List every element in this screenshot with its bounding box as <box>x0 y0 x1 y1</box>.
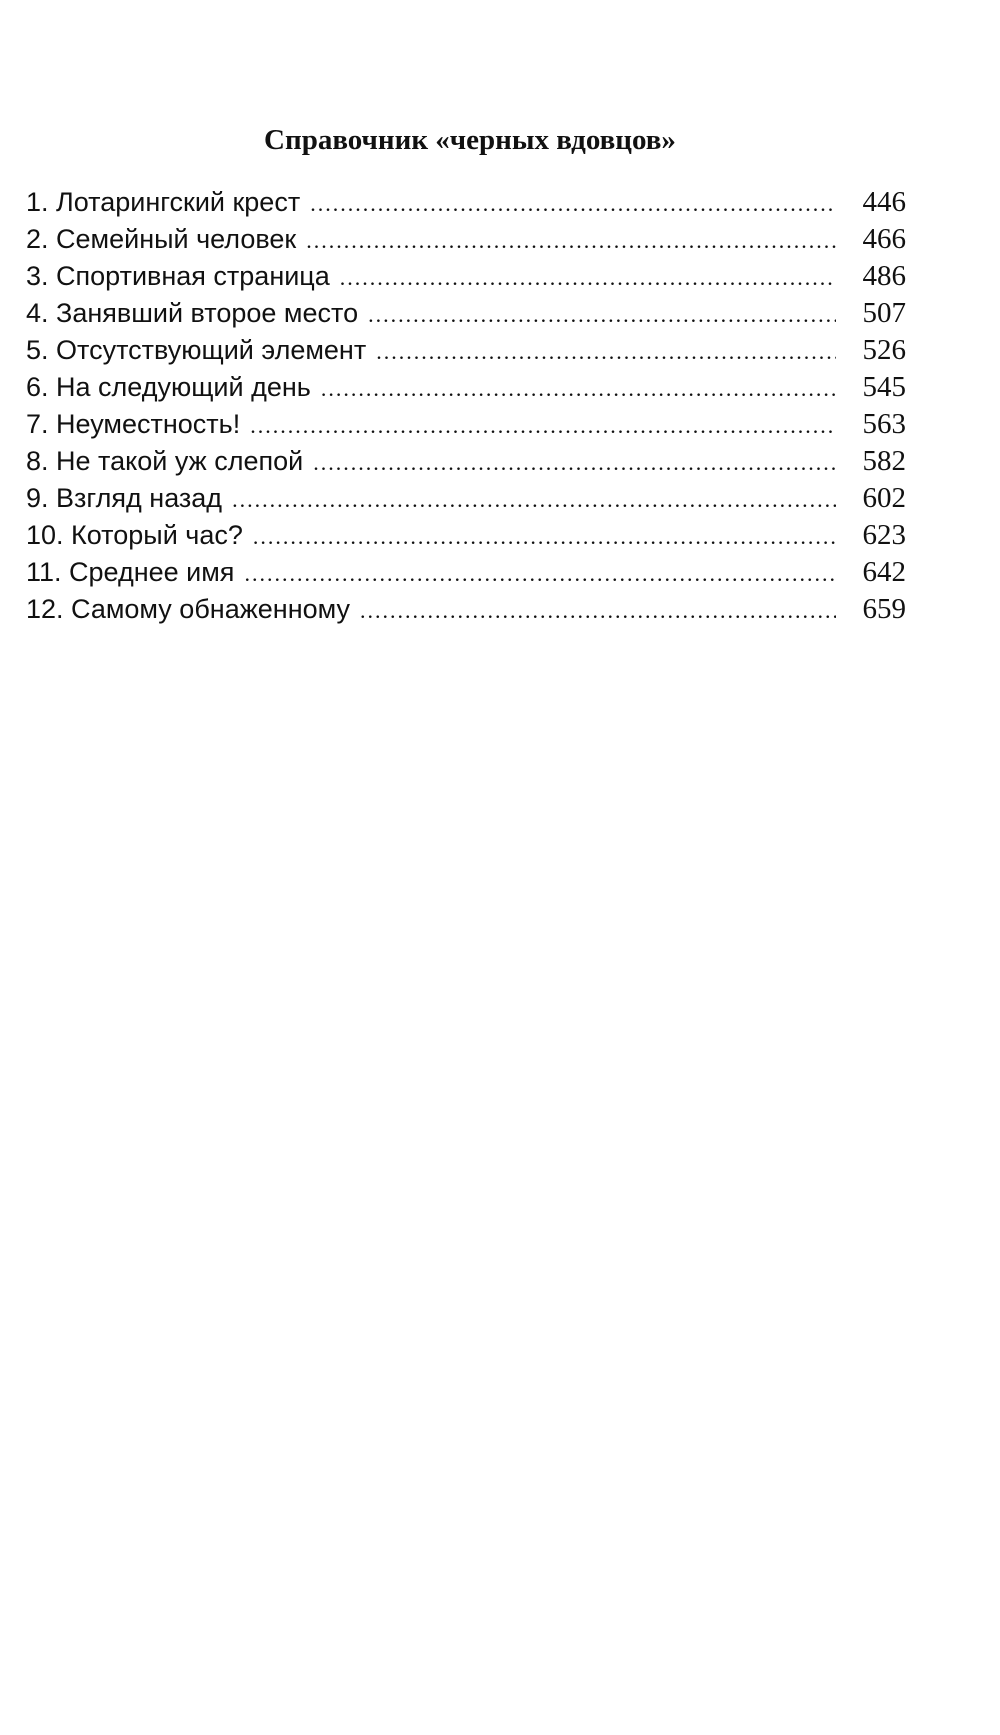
dot-leader <box>306 222 836 259</box>
toc-entry-title: 12. Самому обнаженному <box>26 594 350 624</box>
toc-entry-page: 563 <box>862 408 906 440</box>
toc-entry-page: 582 <box>862 445 906 477</box>
toc-entry-title: 8. Не такой уж слепой <box>26 446 304 476</box>
toc-entry <box>26 184 906 221</box>
toc-entry <box>26 332 906 369</box>
toc-entry <box>26 554 906 591</box>
toc-entry-title: 9. Взгляд назад <box>26 483 223 513</box>
toc-entry-page: 446 <box>862 186 906 218</box>
toc-entry-page: 623 <box>862 519 906 551</box>
toc-entry-title: 10. Который час? <box>26 520 243 550</box>
toc-entry <box>26 406 906 443</box>
toc-entry <box>26 258 906 295</box>
toc-entry-title: 4. Занявший второе место <box>26 298 359 328</box>
toc-entry <box>26 517 906 554</box>
toc-entry-page: 466 <box>862 223 906 255</box>
dot-leader <box>310 185 836 222</box>
toc-entry-title: 7. Неуместность! <box>26 409 241 439</box>
toc-entry-page: 659 <box>862 593 906 625</box>
toc-entry-page: 486 <box>862 260 906 292</box>
table-of-contents <box>26 184 906 628</box>
toc-entry-title: 6. На следующий день <box>26 372 311 402</box>
dot-leader <box>321 370 836 407</box>
toc-entry-page: 642 <box>862 556 906 588</box>
toc-entry-title: 2. Семейный человек <box>26 224 297 254</box>
toc-entry <box>26 443 906 480</box>
dot-leader <box>232 481 836 518</box>
toc-entry-page: 507 <box>862 297 906 329</box>
dot-leader <box>340 259 836 296</box>
toc-entry-page: 602 <box>862 482 906 514</box>
dot-leader <box>244 555 836 592</box>
toc-entry <box>26 480 906 517</box>
page-title: Справочник «черных вдовцов» <box>264 124 676 156</box>
dot-leader <box>253 518 836 555</box>
toc-entry <box>26 221 906 258</box>
toc-entry-page: 526 <box>862 334 906 366</box>
dot-leader <box>250 407 836 444</box>
toc-entry-title: 3. Спортивная страница <box>26 261 330 291</box>
toc-entry <box>26 295 906 332</box>
toc-entry-page: 545 <box>862 371 906 403</box>
toc-entry <box>26 591 906 628</box>
toc-entry <box>26 369 906 406</box>
toc-entry-title: 11. Среднее имя <box>26 557 235 587</box>
dot-leader <box>368 296 836 333</box>
dot-leader <box>376 333 836 370</box>
dot-leader <box>313 444 836 481</box>
dot-leader <box>360 592 836 629</box>
toc-entry-title: 1. Лотарингский крест <box>26 187 301 217</box>
toc-entry-title: 5. Отсутствующий элемент <box>26 335 367 365</box>
